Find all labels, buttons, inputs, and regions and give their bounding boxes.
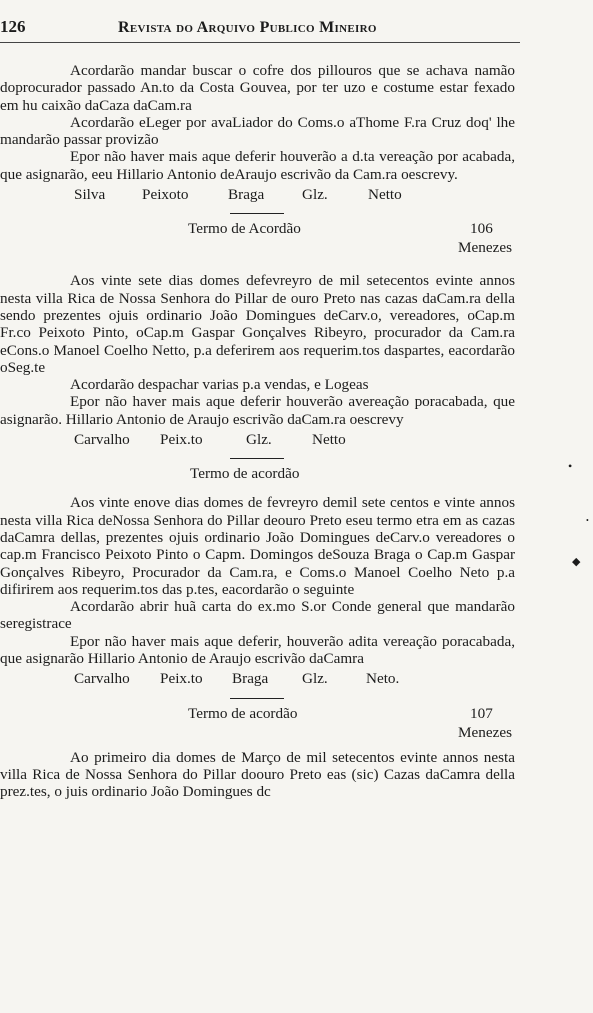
section-divider — [230, 458, 284, 459]
header-rule — [0, 42, 520, 43]
section-divider — [230, 698, 284, 699]
section-heading — [0, 465, 515, 484]
margin-name: Menezes — [458, 723, 512, 741]
paragraph: Epor não haver mais aque deferir houverão avereação poracabada, que asignarão. Hillario Antonio de Araujo escrivão daCam.ra oescrevy — [0, 393, 515, 428]
ink-speck-icon: • — [568, 459, 573, 473]
signature-name: Carvalho — [74, 431, 130, 449]
signatures-line — [74, 670, 515, 687]
signatures-line — [74, 431, 515, 448]
signature-name: Glz. — [302, 670, 328, 688]
signature-name: Braga — [228, 186, 265, 204]
paragraph: Aos vinte sete dias domes defevreyro de mil setecentos evinte annos nesta villa Rica de Nossa Senhora do Pillar de ouro Preto nas cazas daCam.ra della sendo prezentes ojuis ordinario João Domingues deCarv.o, vereadores, oCap.m Fr.co Peixoto Pinto, oCap.m Gaspar Gonçalves Ribeyro, procurador da Cam.ra eCons.o Manoel Coelho Netto, p.a deferirem aos requerim.tos daspartes, eacordarão oSeg.te — [0, 272, 515, 376]
signature-name: Glz. — [246, 431, 272, 449]
margin-marks — [540, 0, 590, 1013]
paragraph: Acordarão mandar buscar o cofre dos pillouros que se achava namão doprocurador passado An.to da Costa Gouvea, por ter uzo e costume estar fexado em hu caixão daCaza daCam.ra — [0, 62, 515, 114]
section-heading — [0, 220, 515, 239]
signature-name: Glz. — [302, 186, 328, 204]
page-number: 126 — [0, 17, 26, 36]
page-header — [0, 18, 530, 40]
signature-name: Carvalho — [74, 670, 130, 688]
paragraph: Aos vinte enove dias domes de fevreyro demil sete centos e vinte annos nesta villa Rica deNossa Senhora do Pillar deouro Preto eseu termo etra em as cazas daCamra dellas, prezentes ojuis ordinario João Domingues deCarv.o vereadores o cap.m Francisco Peixoto Pinto o Capm. Domingos deSouza Braga o Cap.m Gaspar Gonçalves Ribeyro, Procurador da Cam.ra, e Coms.o Manoel Coelho Neto p.a difirirem aos requerim.tos das p.tes, eacordarão o seguinte — [0, 494, 515, 598]
section-number: 106 — [470, 220, 493, 238]
signature-name: Peixoto — [142, 186, 189, 204]
paragraph: Epor não haver mais aque deferir, houverão adita vereação poracabada, que asignarão Hillario Antonio de Araujo escrivão daCamra — [0, 632, 515, 668]
section-heading — [0, 705, 515, 724]
paragraph: Ao primeiro dia domes de Março de mil setecentos evinte annos nesta villa Rica de Nossa Senhora do Pillar doouro Preto eas (sic) Cazas daCamra della prez.tes, o juis ordinario João Domingues dc — [0, 748, 515, 801]
signature-name: Peix.to — [160, 670, 203, 688]
section-title: Termo de acordão — [190, 465, 300, 483]
signature-name: Netto — [312, 431, 346, 449]
section-title: Termo de acordão — [188, 704, 298, 722]
signature-name: Neto. — [366, 670, 400, 688]
signature-name: Netto — [368, 186, 402, 204]
section-title: Termo de Acordão — [188, 220, 301, 238]
ink-speck-icon: • — [586, 516, 589, 525]
paragraph: Acordarão eLeger por avaLiador do Coms.o aThome F.ra Cruz doq' lhe mandarão passar provizão — [0, 113, 515, 149]
paragraph: Acordarão abrir huã carta do ex.mo S.or Conde general que mandarão seregistrace — [0, 598, 515, 633]
paragraph: Acordarão despachar varias p.a vendas, e Logeas — [70, 376, 369, 394]
margin-name: Menezes — [458, 239, 512, 257]
section-divider — [230, 213, 284, 214]
paragraph: Epor não haver mais aque deferir houverão a d.ta vereação por acabada, que asignarão, eeu Hillario Antonio deAraujo escrivão da Cam.ra oescrevy. — [0, 148, 515, 183]
ink-speck-icon: ◆ — [572, 556, 581, 568]
running-title: Revista do Arquivo Publico Mineiro — [118, 19, 377, 36]
document-body — [0, 62, 515, 801]
signatures-line — [74, 186, 515, 203]
signature-name: Silva — [74, 186, 106, 204]
signature-name: Peix.to — [160, 431, 203, 449]
section-number: 107 — [470, 704, 493, 722]
signature-name: Braga — [232, 670, 269, 688]
